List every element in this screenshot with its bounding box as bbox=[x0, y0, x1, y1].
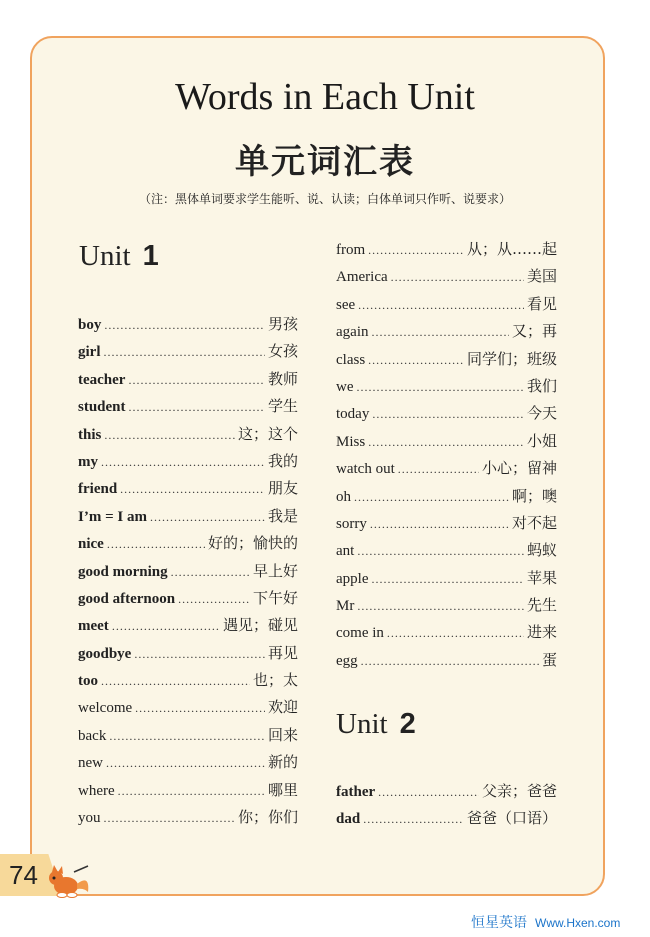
vocab-entry bbox=[336, 485, 557, 512]
vocab-entry bbox=[336, 512, 557, 539]
vocab-word: sorry bbox=[336, 515, 367, 532]
vocab-meaning: 从；从……起 bbox=[466, 240, 557, 258]
dot-leader bbox=[178, 592, 250, 607]
vocab-word: Mr bbox=[336, 598, 355, 615]
vocab-meaning: 学生 bbox=[267, 397, 298, 416]
dot-leader bbox=[354, 490, 509, 505]
vocab-meaning: 哪里 bbox=[267, 780, 298, 799]
vocab-meaning: 女孩 bbox=[267, 342, 298, 361]
vocab-word: where bbox=[78, 782, 115, 799]
vocab-entry bbox=[78, 587, 298, 614]
vocab-entry bbox=[336, 375, 557, 402]
page-title-chinese: 单元词汇表 bbox=[235, 142, 415, 182]
vocab-meaning: 同学们；班级 bbox=[466, 349, 557, 368]
vocab-word: class bbox=[336, 351, 366, 368]
vocab-word: watch out bbox=[336, 461, 395, 478]
dot-leader bbox=[387, 626, 524, 641]
vocab-entry bbox=[78, 696, 298, 723]
unit-label: Unit bbox=[79, 240, 131, 272]
vocab-word: come in bbox=[336, 625, 384, 642]
vocab-meaning: 也；太 bbox=[252, 671, 298, 690]
dot-leader bbox=[368, 243, 464, 258]
vocab-meaning: 新的 bbox=[267, 753, 298, 772]
vocab-entry bbox=[78, 423, 298, 450]
vocab-word: see bbox=[336, 296, 356, 313]
instruction-note: （注：黑体单词要求学生能听、说、认读；白体单词只作听、说要求） bbox=[138, 192, 511, 206]
vocab-entry bbox=[78, 642, 298, 669]
dot-leader bbox=[357, 380, 524, 395]
dot-leader bbox=[372, 407, 524, 422]
vocab-word: meet bbox=[78, 618, 109, 635]
dot-leader bbox=[101, 455, 265, 470]
vocab-word: America bbox=[336, 269, 388, 286]
vocab-entry bbox=[78, 505, 298, 532]
vocab-word: you bbox=[78, 810, 101, 827]
vocab-entry bbox=[78, 779, 298, 806]
dot-leader bbox=[171, 565, 250, 580]
vocab-meaning: 再见 bbox=[267, 643, 298, 662]
vocab-word: my bbox=[78, 453, 98, 470]
dot-leader bbox=[368, 353, 464, 368]
vocab-meaning: 我是 bbox=[267, 506, 298, 525]
vocab-meaning: 回来 bbox=[267, 725, 298, 744]
vocab-meaning: 男孩 bbox=[267, 315, 298, 333]
vocab-entry bbox=[78, 395, 298, 422]
vocab-meaning: 朋友 bbox=[267, 479, 298, 498]
vocab-entry bbox=[336, 430, 557, 457]
vocab-entry bbox=[336, 238, 557, 265]
unit-2-column bbox=[336, 780, 557, 835]
dot-leader bbox=[371, 325, 509, 340]
vocab-entry bbox=[336, 807, 557, 834]
vocab-word: goodbye bbox=[78, 645, 132, 662]
vocab-word: today bbox=[336, 406, 370, 423]
dot-leader bbox=[107, 537, 205, 552]
vocab-word: teacher bbox=[78, 371, 126, 388]
dot-leader bbox=[150, 510, 265, 525]
site-watermark bbox=[471, 912, 620, 932]
vocab-meaning: 美国 bbox=[526, 267, 557, 286]
vocab-meaning: 下午好 bbox=[252, 588, 298, 607]
unit-1-right-column bbox=[336, 238, 557, 676]
vocab-word: welcome bbox=[78, 700, 133, 717]
vocab-entry bbox=[78, 669, 298, 696]
vocab-entry bbox=[336, 780, 557, 807]
page-number: 74 bbox=[9, 860, 38, 890]
vocab-meaning: 你；你们 bbox=[237, 808, 298, 827]
watermark-brand: 恒星英语 bbox=[471, 915, 527, 931]
vocab-meaning: 这；这个 bbox=[237, 424, 298, 443]
dot-leader bbox=[361, 654, 539, 669]
dot-leader bbox=[128, 373, 265, 388]
dot-leader bbox=[118, 784, 265, 799]
vocab-meaning: 欢迎 bbox=[267, 698, 298, 717]
dot-leader bbox=[357, 544, 524, 559]
dot-leader bbox=[104, 811, 235, 826]
vocab-word: new bbox=[78, 755, 103, 772]
vocab-entry bbox=[336, 621, 557, 648]
unit-label: Unit bbox=[336, 708, 388, 740]
vocab-meaning: 爸爸（口语） bbox=[466, 809, 557, 828]
unit-2-heading bbox=[336, 708, 416, 741]
dot-leader bbox=[363, 812, 464, 827]
vocab-word: again bbox=[336, 324, 369, 341]
vocab-entry bbox=[78, 532, 298, 559]
vocab-entry bbox=[78, 751, 298, 778]
vocab-word: good afternoon bbox=[78, 590, 176, 607]
vocab-entry bbox=[336, 539, 557, 566]
vocab-meaning: 啊；噢 bbox=[511, 486, 557, 505]
vocab-entry bbox=[336, 402, 557, 429]
vocab-word: student bbox=[78, 399, 126, 416]
dot-leader bbox=[378, 785, 479, 800]
vocab-entry bbox=[78, 368, 298, 395]
vocab-entry bbox=[336, 649, 557, 676]
vocab-meaning: 遇见；碰见 bbox=[222, 616, 298, 635]
vocab-entry bbox=[78, 340, 298, 367]
vocab-meaning: 蛋 bbox=[541, 650, 557, 669]
dot-leader bbox=[368, 435, 524, 450]
vocab-word: nice bbox=[78, 536, 104, 553]
vocab-meaning: 小心；留神 bbox=[481, 459, 557, 478]
vocab-meaning: 看见 bbox=[526, 294, 557, 313]
vocab-word: ant bbox=[336, 543, 355, 560]
vocab-word: friend bbox=[78, 481, 118, 498]
vocab-meaning: 父亲；爸爸 bbox=[481, 782, 557, 800]
dot-leader bbox=[109, 729, 265, 744]
unit-number: 1 bbox=[142, 240, 159, 272]
vocab-entry bbox=[78, 806, 298, 833]
vocab-entry bbox=[336, 320, 557, 347]
vocab-meaning: 今天 bbox=[526, 404, 557, 423]
vocab-entry bbox=[78, 313, 298, 340]
vocab-word: boy bbox=[78, 317, 102, 333]
vocab-meaning: 先生 bbox=[526, 596, 557, 615]
vocab-meaning: 小姐 bbox=[526, 431, 557, 450]
vocab-meaning: 我的 bbox=[267, 451, 298, 470]
vocab-word: dad bbox=[336, 811, 361, 828]
vocab-meaning: 我们 bbox=[526, 376, 557, 395]
vocab-word: girl bbox=[78, 344, 101, 361]
vocab-word: father bbox=[336, 784, 376, 800]
unit-number: 2 bbox=[399, 708, 416, 740]
vocab-entry bbox=[78, 560, 298, 587]
vocab-meaning: 苹果 bbox=[526, 568, 557, 587]
vocab-word: Miss bbox=[336, 433, 366, 450]
dot-leader bbox=[104, 428, 235, 443]
vocab-word: too bbox=[78, 673, 98, 690]
vocab-meaning: 对不起 bbox=[511, 513, 557, 532]
vocab-entry bbox=[336, 348, 557, 375]
dot-leader bbox=[112, 619, 220, 634]
vocab-meaning: 蚂蚁 bbox=[526, 541, 557, 560]
vocab-meaning: 进来 bbox=[526, 623, 557, 642]
vocab-entry bbox=[78, 724, 298, 751]
vocab-word: good morning bbox=[78, 563, 168, 580]
dot-leader bbox=[101, 674, 250, 689]
vocab-word: egg bbox=[336, 652, 358, 669]
dot-leader bbox=[104, 345, 265, 360]
vocab-entry bbox=[336, 457, 557, 484]
vocab-entry bbox=[78, 450, 298, 477]
vocab-entry bbox=[336, 594, 557, 621]
dot-leader bbox=[134, 647, 265, 662]
watermark-url: Www.Hxen.com bbox=[535, 916, 621, 930]
page-title-english: Words in Each Unit bbox=[175, 76, 475, 118]
vocab-meaning: 教师 bbox=[267, 369, 298, 388]
dot-leader bbox=[120, 482, 265, 497]
vocab-entry bbox=[336, 567, 557, 594]
unit-1-left-column bbox=[78, 313, 298, 833]
vocab-meaning: 好的；愉快的 bbox=[207, 534, 298, 553]
dot-leader bbox=[104, 318, 265, 333]
dot-leader bbox=[357, 599, 524, 614]
vocab-word: oh bbox=[336, 488, 351, 505]
dot-leader bbox=[370, 517, 509, 532]
dot-leader bbox=[371, 572, 524, 587]
vocab-word: this bbox=[78, 426, 102, 443]
vocab-meaning: 又；再 bbox=[511, 322, 557, 341]
vocab-word: apple bbox=[336, 570, 369, 587]
dot-leader bbox=[398, 462, 479, 477]
vocab-entry bbox=[336, 293, 557, 320]
dot-leader bbox=[135, 701, 265, 716]
vocab-word: I’m = I am bbox=[78, 508, 147, 525]
vocab-entry bbox=[336, 265, 557, 292]
vocab-word: we bbox=[336, 378, 354, 395]
vocab-entry bbox=[78, 477, 298, 504]
dot-leader bbox=[106, 756, 265, 771]
fox-mascot-icon bbox=[44, 862, 94, 902]
vocab-meaning: 早上好 bbox=[252, 561, 298, 580]
vocab-word: from bbox=[336, 242, 366, 258]
dot-leader bbox=[129, 400, 265, 415]
vocab-entry bbox=[78, 614, 298, 641]
dot-leader bbox=[391, 270, 524, 285]
vocab-word: back bbox=[78, 727, 107, 744]
unit-1-heading bbox=[79, 240, 159, 273]
dot-leader bbox=[358, 298, 524, 313]
